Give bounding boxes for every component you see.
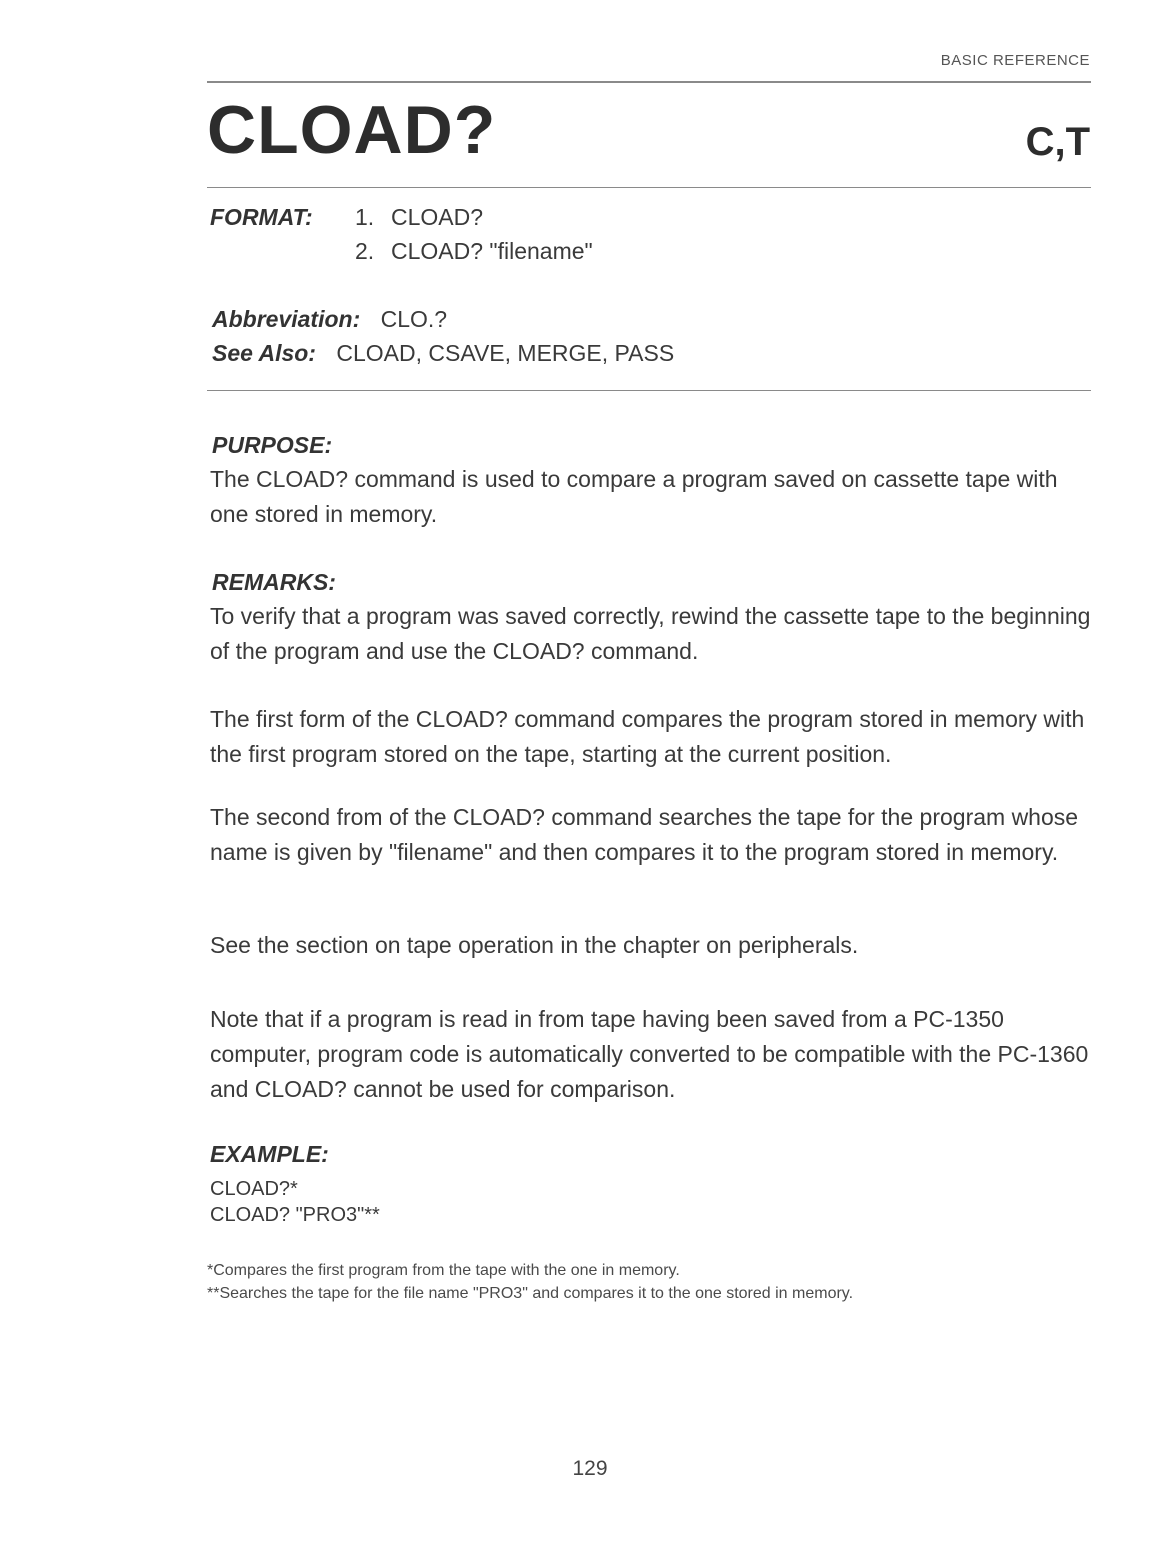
format-item (355, 206, 483, 229)
remarks-paragraph: See the section on tape operation in the chapter on peripherals. (210, 932, 859, 958)
see-also-row (212, 342, 674, 365)
example-heading: EXAMPLE: (210, 1141, 329, 1167)
see-also-value: CLOAD, CSAVE, MERGE, PASS (336, 340, 675, 366)
running-head: BASIC REFERENCE (940, 52, 1090, 69)
remarks-paragraph: The second from of the CLOAD? command searches the tape for the program whose name is given by "filename" and then compares it to the program stored in memory. (210, 804, 1079, 865)
abbreviation-row (212, 308, 447, 331)
footnote: *Compares the first program from the tape with the one in memory. (207, 1262, 680, 1279)
abbreviation-value: CLO.? (380, 306, 448, 332)
format-item-number: 2. (355, 238, 375, 264)
purpose-heading: PURPOSE: (212, 432, 333, 458)
remarks-paragraph: The first form of the CLOAD? command compares the program stored in memory with the first program stored on the tape, starting at the current position. (210, 706, 1085, 767)
title-rule (207, 187, 1091, 188)
abbreviation-label: Abbreviation: (212, 306, 361, 332)
example-line: CLOAD? "PRO3"** (210, 1204, 380, 1226)
remarks-heading: REMARKS: (212, 569, 336, 595)
page-number: 129 (572, 1457, 608, 1480)
format-item-text: CLOAD? "filename" (391, 238, 593, 264)
see-also-label: See Also: (212, 340, 316, 366)
format-section (210, 206, 313, 229)
purpose-text: The CLOAD? command is used to compare a program saved on cassette tape with one stored in memory. (210, 466, 1058, 527)
example-line: CLOAD?* (210, 1178, 298, 1200)
section-rule (207, 390, 1091, 391)
format-item-text: CLOAD? (391, 204, 484, 230)
mode-indicator: C,T (1025, 120, 1090, 164)
remarks-paragraph: To verify that a program was saved correctly, rewind the cassette tape to the beginning of the program and use the CLOAD? command. (210, 603, 1091, 664)
format-item-number: 1. (355, 204, 375, 230)
footnote: **Searches the tape for the file name "PRO3" and compares it to the one stored in memory. (207, 1285, 854, 1302)
format-item (355, 240, 593, 263)
page-title: CLOAD? (207, 92, 497, 168)
format-label: FORMAT: (210, 204, 313, 230)
header-rule (207, 81, 1091, 83)
remarks-paragraph: Note that if a program is read in from tape having been saved from a PC-1350 computer, program code is automatically converted to be compatible with the PC-1360 and CLOAD? cannot be used for comparison. (210, 1006, 1089, 1102)
